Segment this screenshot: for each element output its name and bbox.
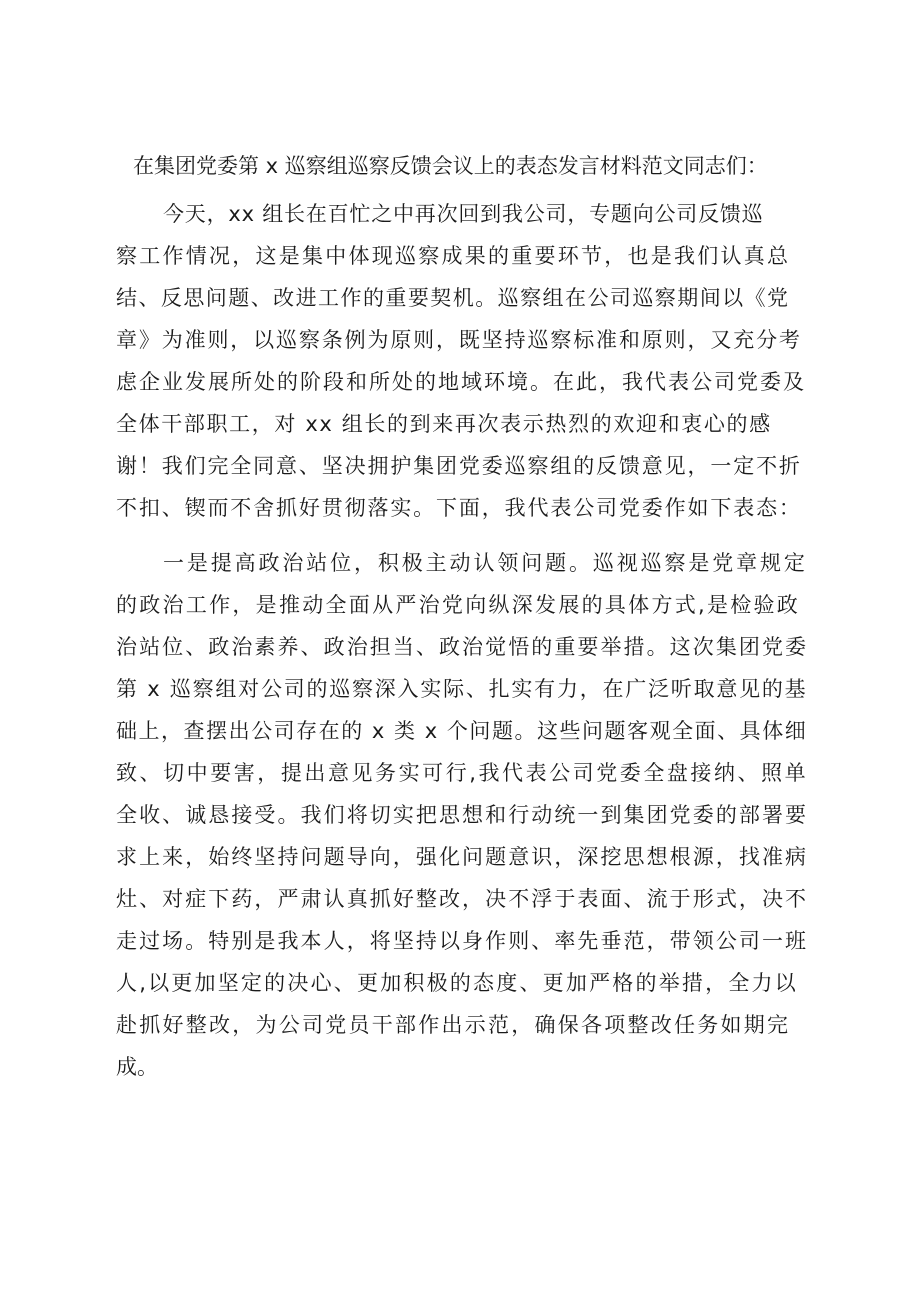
text-line: 章》为准则，以巡察条例为原则，既坚持巡察标准和原则，又充分考 xyxy=(116,328,802,352)
text-line: 第 x 巡察组对公司的巡察深入实际、扎实有力，在广泛听取意见的基 xyxy=(116,677,808,701)
text-line: 结、反思问题、改进工作的重要契机。巡察组在公司巡察期间以《党 xyxy=(116,286,790,310)
text-line: 人,以更加坚定的决心、更加积极的态度、更加严格的举措，全力以 xyxy=(116,971,798,995)
text-line: 致、切中要害，提出意见务实可行,我代表公司党委全盘接纳、照单 xyxy=(116,761,809,785)
text-line: 不扣、锲而不舍抓好贯彻落实。下面，我代表公司党委作如下表态： xyxy=(116,496,802,520)
text-line: 谢！我们完全同意、坚决拥护集团党委巡察组的反馈意见，一定不折 xyxy=(116,454,802,478)
title-line: 在集团党委第 x 巡察组巡察反馈会议上的表态发言材料范文同志们： xyxy=(133,154,768,178)
text-line: 一是提高政治站位，积极主动认领问题。巡视巡察是党章规定 xyxy=(163,551,808,575)
text-line: 求上来，始终坚持问题导向，强化问题意识，深挖思想根源，找准病 xyxy=(116,845,809,869)
text-line: 虑企业发展所处的阶段和所处的地域环境。在此，我代表公司党委及 xyxy=(116,370,806,394)
text-line: 察工作情况，这是集中体现巡察成果的重要环节，也是我们认真总 xyxy=(116,244,791,268)
text-line: 础上，查摆出公司存在的 x 类 x 个问题。这些问题客观全面、具体细 xyxy=(116,719,808,743)
text-line: 灶、对症下药，严肃认真抓好整改，决不浮于表面、流于形式，决不 xyxy=(116,887,809,911)
text-line: 今天，xx 组长在百忙之中再次回到我公司，专题向公司反馈巡 xyxy=(163,202,764,226)
text-line: 赴抓好整改，为公司党员干部作出示范，确保各项整改任务如期完 xyxy=(116,1013,791,1037)
text-line: 全体干部职工，对 xx 组长的到来再次表示热烈的欢迎和衷心的感 xyxy=(116,412,772,436)
text-line: 全收、诚恳接受。我们将切实把思想和行动统一到集团党委的部署要 xyxy=(116,803,809,827)
text-line: 治站位、政治素养、政治担当、政治觉悟的重要举措。这次集团党委 xyxy=(116,635,809,659)
text-line: 走过场。特别是我本人，将坚持以身作则、率先垂范，带领公司一班 xyxy=(116,929,809,953)
text-line: 的政治工作，是推动全面从严治党向纵深发展的具体方式,是检验政 xyxy=(116,593,801,617)
text-line: 成。 xyxy=(116,1055,158,1079)
